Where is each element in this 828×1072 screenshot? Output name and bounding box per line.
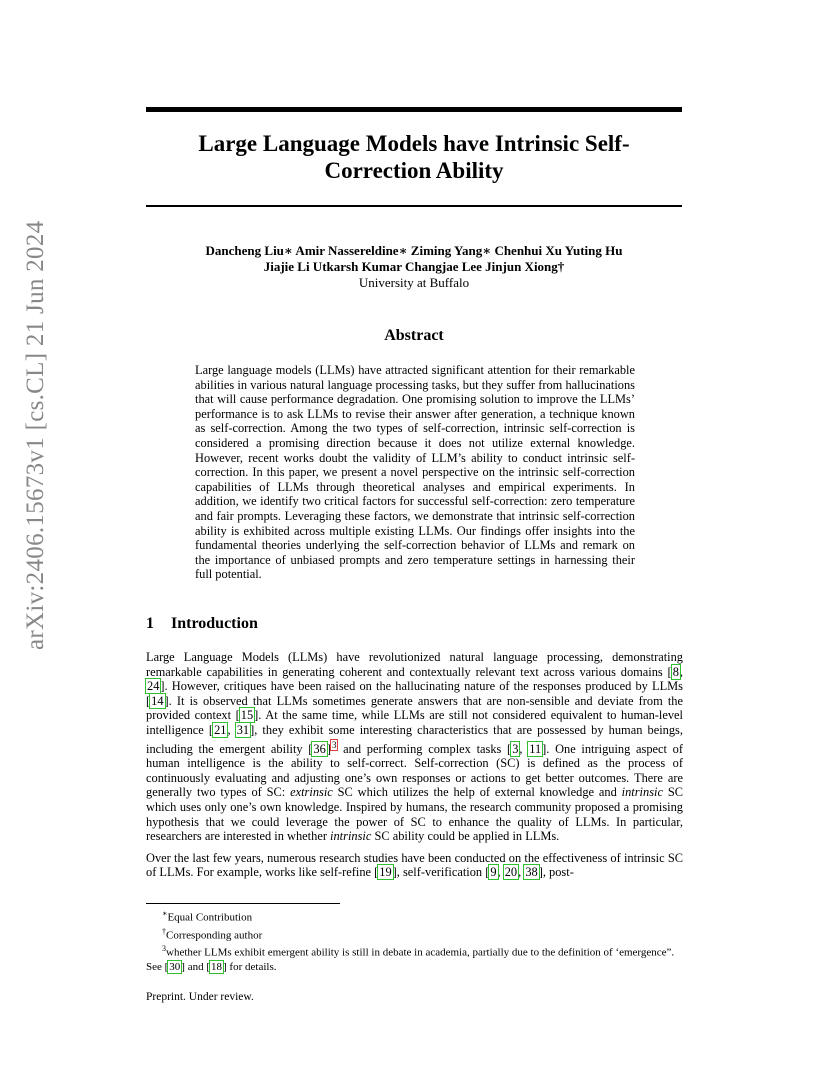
footnote [146, 925, 683, 943]
footnote-text: Equal Contribution [167, 911, 253, 924]
emphasis: extrinsic [290, 785, 333, 800]
title-bottom-rule [146, 205, 682, 207]
text-run: ]. One intriguing aspect of human intelligence is the ability to self-correct. Self-correction (SC) is defined as the process of continuously evaluating and adjusting one’s own responses or actions to get better outcomes. There are generally two types of SC: [146, 741, 683, 800]
paragraph [146, 851, 683, 880]
footnotes [146, 907, 683, 974]
citation-link[interactable]: 30 [169, 960, 181, 973]
text-run: , [518, 865, 525, 880]
section-title: Introduction [171, 615, 258, 632]
citation-link[interactable]: 31 [236, 722, 250, 737]
footnote-text: whether LLMs exhibit emergent ability is still in debate in academia, partially due to the definition of ‘emergence”. See [ [146, 946, 675, 973]
text-run: Large Language Models (LLMs) have revolutionized natural language processing, demonstrating remarkable capabilities in generating coherent and contextually relevant text across various domains [ [146, 650, 683, 679]
citation-link[interactable]: 18 [211, 960, 223, 973]
citation-link[interactable]: 8 [672, 664, 679, 679]
abstract-text: Large language models (LLMs) have attracted significant attention for their remarkable abilities in various natural language processing tasks, but they suffer from hallucinations that will cause performance degradation. One promising solution to improve the LLMs’ performance is to ask LLMs to revise their answer after generation, a technique known as self-correction. Among the two types of self-correction, intrinsic self-correction is considered a promising direction because it does not utilize external knowledge. However, recent works doubt the validity of LLM’s ability to conduct intrinsic self-correction. In this paper, we present a novel perspective on the intrinsic self-correction capabilities of LLMs through theoretical analyses and empirical experiments. In addition, we identify two critical factors for successful self-correction: zero temperature and fair prompts. Leveraging these factors, we demonstrate that intrinsic self-correction ability is exhibited across multiple existing LLMs. Our findings offer insights into the fundamental theories underlying the self-correction behavior of LLMs and remark on the importance of unbiased prompts and zero temperature settings in harnessing their full potential. [195, 363, 635, 582]
text-run: ], self-verification [ [392, 865, 490, 880]
footnote-text: ] for details. [223, 960, 277, 973]
citation-link[interactable]: 11 [529, 741, 542, 756]
footnote-mark: † [162, 926, 166, 936]
authors-line-1: Dancheng Liu∗ Amir Nassereldine∗ Ziming Yang∗ Chenhui Xu Yuting Hu [205, 243, 623, 258]
authors-line-2: Jiajie Li Utkarsh Kumar Changjae Lee Jinjun Xiong† [263, 259, 565, 274]
citation-link[interactable]: 19 [379, 865, 392, 880]
text-run: ] [326, 741, 331, 756]
footnote [146, 907, 683, 925]
abstract-heading: Abstract [384, 327, 444, 344]
citation-link[interactable]: 21 [214, 722, 227, 737]
title-top-rule [146, 107, 682, 112]
text-run: ]. However, critiques have been raised on the hallucinating nature of the responses produced by LLMs [ [146, 679, 683, 708]
text-run: SC ability could be applied in LLMs. [371, 829, 560, 844]
text-run: , [519, 741, 529, 756]
footnote-text: Corresponding author [166, 929, 263, 942]
author-block [146, 243, 682, 291]
text-run: SC which uses only one’s own knowledge. Inspired by humans, the research community proposed a promising hypothesis that we could leverage the power of SC to enhance the quality of LLMs. In particular, researchers are interested in whether [146, 785, 683, 844]
text-run: and performing complex tasks [ [337, 741, 512, 756]
emphasis: intrinsic [621, 785, 663, 800]
citation-link[interactable]: 15 [240, 708, 254, 723]
citation-link[interactable]: 38 [525, 865, 538, 880]
footnote-mark: ∗ [162, 909, 168, 918]
text-run: SC which utilizes the help of external knowledge and [332, 785, 622, 800]
preprint-note: Preprint. Under review. [146, 991, 254, 1003]
footnote [146, 942, 683, 974]
arxiv-identifier: arXiv:2406.15673v1 [cs.CL] 21 Jun 2024 [22, 220, 49, 650]
affiliation: University at Buffalo [358, 275, 470, 290]
text-run: , [227, 722, 236, 737]
text-run: ], they exhibit some interesting characteristics that are possessed by human beings, including the emergent ability [ [146, 722, 683, 756]
paragraph [146, 650, 683, 844]
citation-link[interactable]: 3 [512, 741, 519, 756]
citation-link[interactable]: 9 [490, 865, 497, 880]
text-run: ], post- [538, 865, 574, 880]
footnote-rule [146, 903, 340, 904]
citation-link[interactable]: 20 [504, 865, 518, 880]
text-run: ]. At the same time, while LLMs are still not considered equivalent to human-level intelligence [ [146, 708, 683, 737]
text-run: , [679, 664, 683, 679]
footnote-mark: 3 [162, 944, 166, 954]
footnote-text: ] and [ [181, 960, 211, 973]
text-run: , [497, 865, 504, 880]
citation-link[interactable]: 14 [151, 693, 164, 708]
text-run: Over the last few years, numerous research studies have been conducted on the effectiveness of intrinsic SC of LLMs. For example, works like self-refine [ [146, 850, 683, 880]
paper-title: Large Language Models have Intrinsic Self-Correction Ability [198, 131, 630, 183]
section-heading [146, 615, 258, 633]
text-run: ]. It is observed that LLMs sometimes generate answers that are non-sensible and deviate from the provided context [ [146, 693, 683, 723]
emphasis: intrinsic [330, 829, 372, 844]
citation-link[interactable]: 24 [147, 679, 160, 694]
footnote-link[interactable]: 3 [331, 739, 337, 750]
section-number: 1 [146, 615, 154, 632]
citation-link[interactable]: 36 [313, 741, 326, 756]
introduction-body [146, 650, 683, 887]
